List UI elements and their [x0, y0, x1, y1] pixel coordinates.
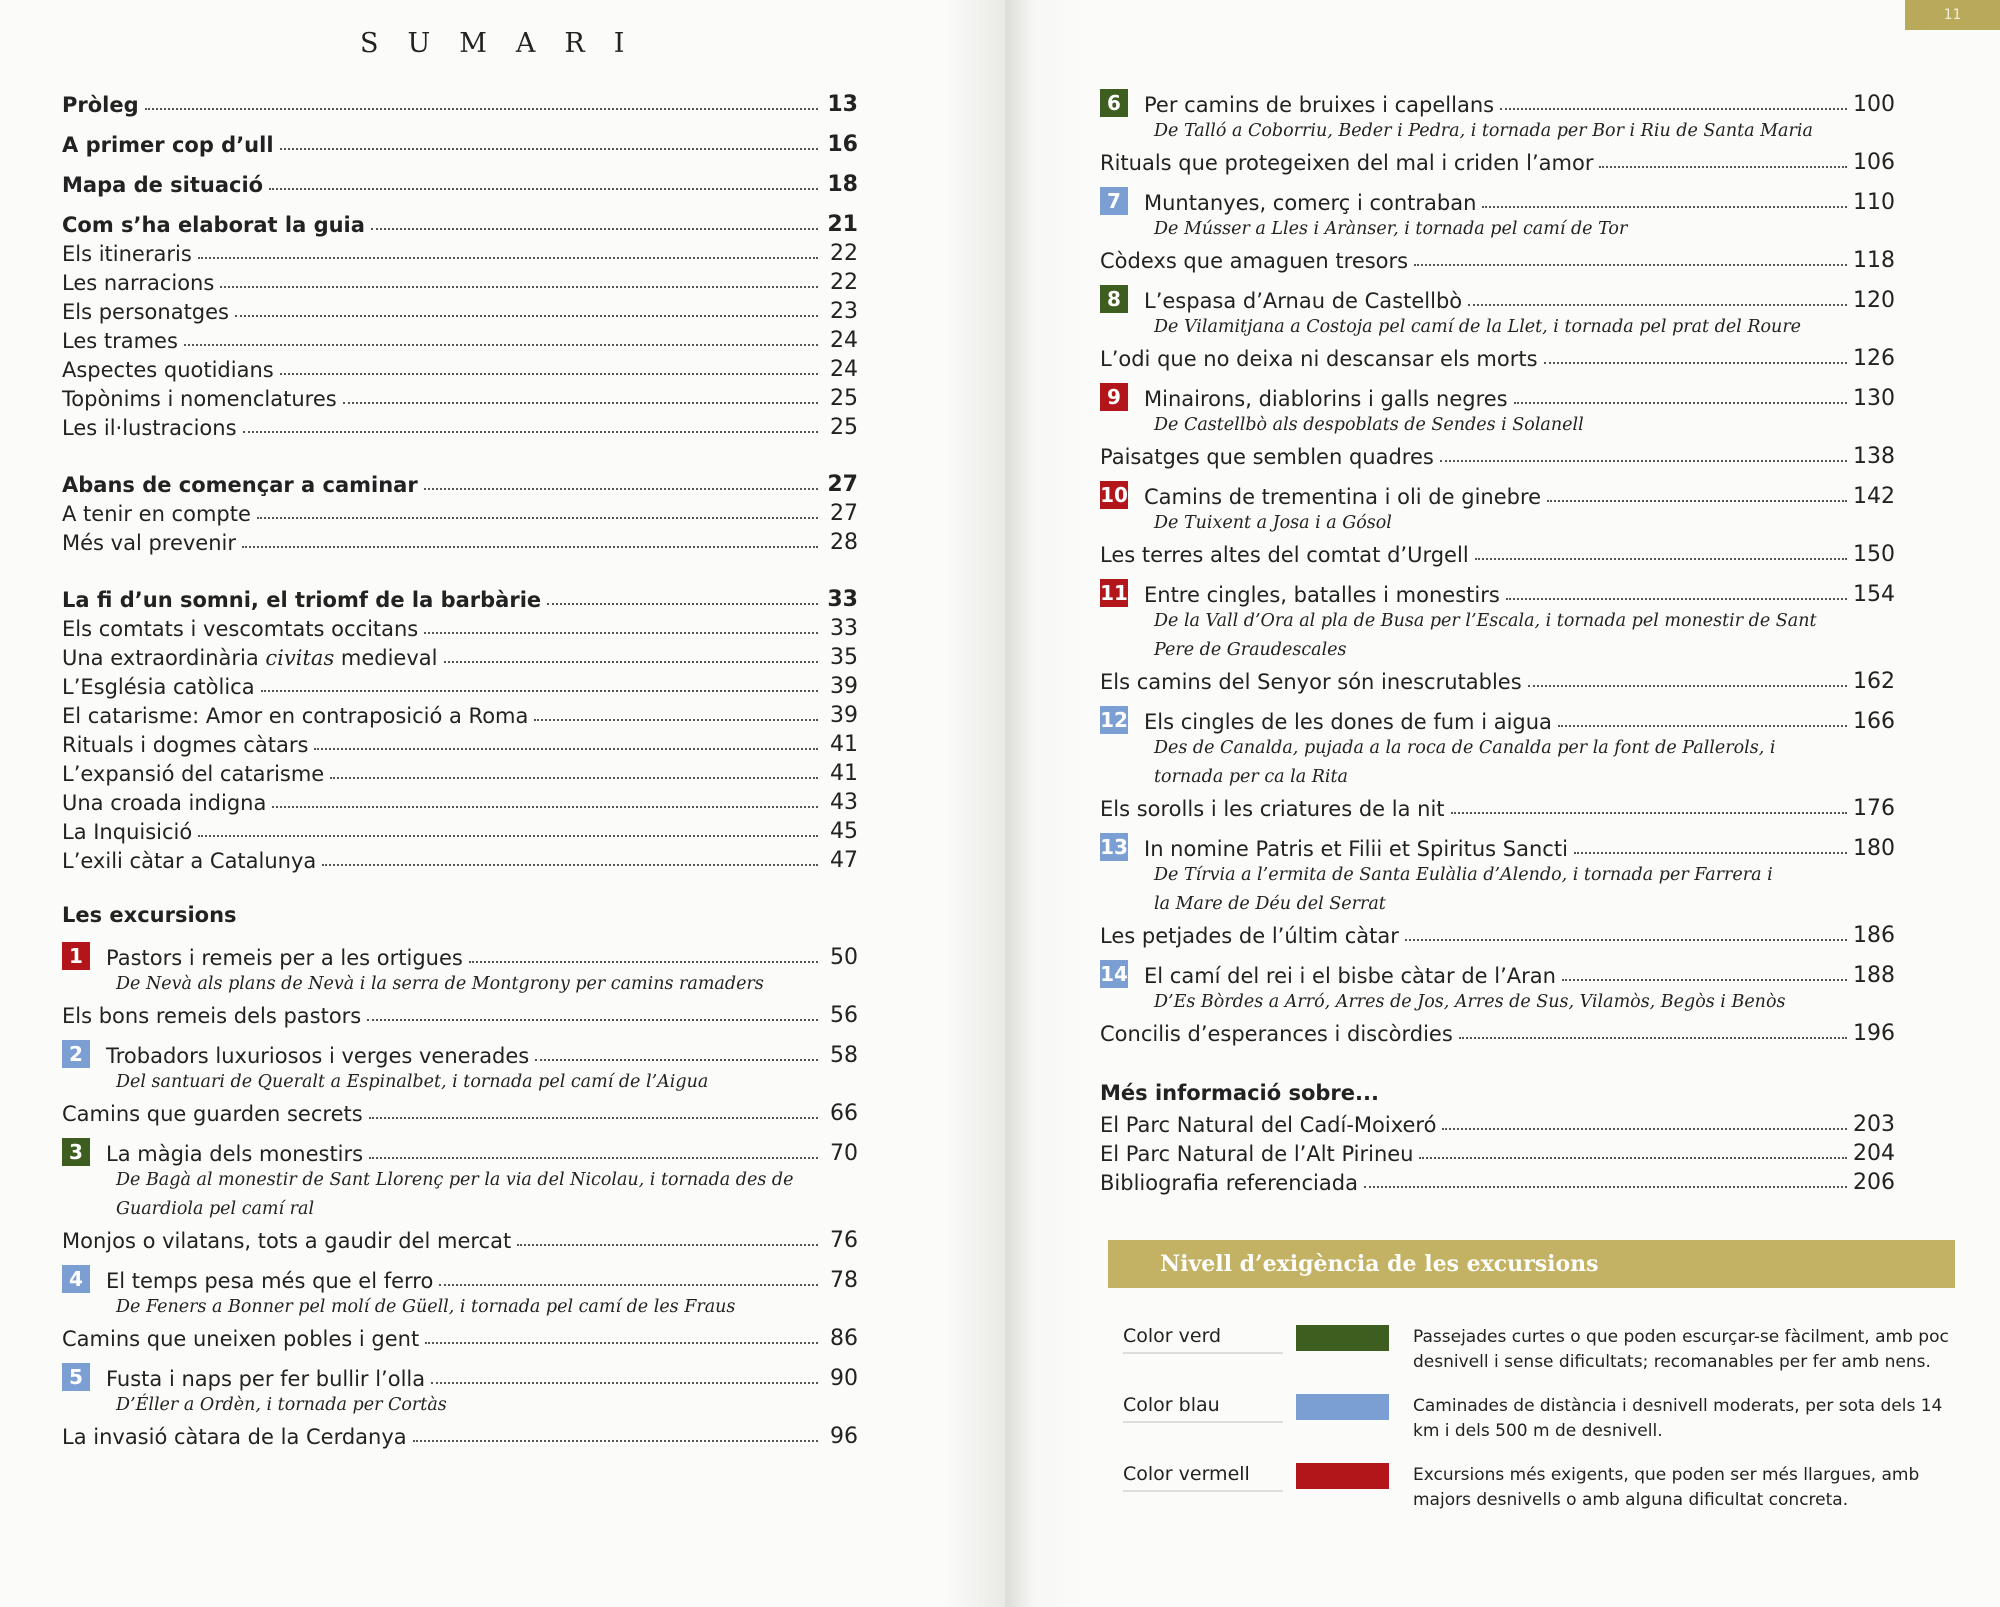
- spacer: [62, 117, 858, 128]
- page-ref: 35: [830, 645, 858, 670]
- entry-label: Els itineraris: [62, 242, 192, 266]
- excursion-entry[interactable]: [62, 941, 858, 970]
- color-swatch: [1296, 1463, 1389, 1489]
- entry-label: El temps pesa més que el ferro: [106, 1269, 434, 1293]
- spacer: [62, 1253, 858, 1264]
- entry-label: Muntanyes, comerç i contraban: [1144, 191, 1477, 215]
- spacer: [1100, 175, 1895, 186]
- page-ref: 27: [830, 501, 858, 526]
- toc-entry[interactable]: [62, 1097, 858, 1126]
- spacer: [1100, 948, 1895, 959]
- page-heading: SUMARI: [360, 28, 654, 59]
- route-description: Guardiola pel camí ral: [116, 1199, 315, 1219]
- entry-label: Concilis d’esperances i discòrdies: [1100, 1022, 1453, 1046]
- dot-leader: [424, 488, 818, 490]
- color-swatch: [1296, 1325, 1389, 1351]
- excursion-entry[interactable]: [1100, 382, 1895, 411]
- difficulty-name: Color verd: [1123, 1325, 1283, 1354]
- dot-leader: [413, 1440, 818, 1442]
- spacer: [62, 873, 858, 901]
- dot-leader: [1468, 304, 1847, 306]
- spacer: [62, 1449, 858, 1460]
- dot-leader: [1440, 460, 1847, 462]
- spacer: [1100, 1057, 1895, 1079]
- excursion-entry[interactable]: [1100, 832, 1895, 861]
- page-ref: 206: [1853, 1170, 1895, 1195]
- difficulty-badge: 1: [62, 942, 90, 970]
- dot-leader: [1475, 558, 1847, 560]
- dot-leader: [1528, 685, 1847, 687]
- excursion-entry[interactable]: [1100, 88, 1895, 117]
- page-ref: 106: [1853, 150, 1895, 175]
- dot-leader: [1574, 852, 1847, 854]
- toc-entry[interactable]: [62, 699, 858, 728]
- dot-leader: [1547, 500, 1847, 502]
- route-description: De Nevà als plans de Nevà i la serra de Montgrony per camins ramaders: [116, 974, 764, 994]
- dot-leader: [535, 1059, 818, 1061]
- page-ref: 204: [1853, 1141, 1895, 1166]
- dot-leader: [369, 1157, 818, 1159]
- entry-label: Topònims i nomenclatures: [62, 387, 337, 411]
- excursion-entry[interactable]: [1100, 186, 1895, 215]
- page-ref: 86: [830, 1326, 858, 1351]
- entry-label: Rituals i dogmes càtars: [62, 733, 309, 757]
- entry-label: Les narracions: [62, 271, 215, 295]
- spacer: [1100, 371, 1895, 382]
- difficulty-row: [1108, 1394, 1955, 1463]
- entry-label: Fusta i naps per fer bullir l’olla: [106, 1367, 426, 1391]
- toc-entry[interactable]: [62, 1322, 858, 1351]
- entry-label: L’odi que no deixa ni descansar els morts: [1100, 347, 1538, 371]
- route-description: Pere de Graudescales: [1154, 640, 1347, 660]
- entry-label: Abans de començar a caminar: [62, 473, 418, 497]
- spacer: [1100, 1046, 1895, 1057]
- entry-label: El catarisme: Amor en contraposició a Roma: [62, 704, 529, 728]
- dot-leader: [1419, 1157, 1847, 1159]
- page-ref: 24: [830, 357, 858, 382]
- difficulty-name: Color blau: [1123, 1394, 1283, 1423]
- toc-entry[interactable]: [62, 208, 858, 237]
- dot-leader: [1599, 166, 1847, 168]
- page-ref: 56: [830, 1003, 858, 1028]
- entry-label: Pròleg: [62, 93, 139, 117]
- spacer: [62, 1028, 858, 1039]
- dot-leader: [242, 546, 818, 548]
- difficulty-description: Excursions més exigents, que poden ser més llargues, amb majors desnivells o amb alguna dificultat concreta.: [1413, 1465, 1920, 1510]
- entry-label: Paisatges que semblen quadres: [1100, 445, 1434, 469]
- entry-label: Una extraordinària civitas medieval: [62, 646, 438, 670]
- route-description: De la Vall d’Ora al pla de Busa per l’Escala, i tornada pel monestir de Sant: [1154, 611, 1817, 631]
- excursion-entry[interactable]: [1100, 284, 1895, 313]
- page-ref: 23: [830, 299, 858, 324]
- entry-label: Trobadors luxuriosos i verges venerades: [106, 1044, 530, 1068]
- page-ref: 78: [830, 1268, 858, 1293]
- difficulty-badge: 5: [62, 1363, 90, 1391]
- dot-leader: [314, 748, 818, 750]
- excursion-entry[interactable]: [62, 1362, 858, 1391]
- page-ref: 150: [1853, 542, 1895, 567]
- route-description: De Talló a Coborriu, Beder i Pedra, i tornada per Bor i Riu de Santa Maria: [1154, 121, 1813, 141]
- entry-label: Entre cingles, batalles i monestirs: [1144, 583, 1500, 607]
- toc-entry[interactable]: [62, 612, 858, 641]
- difficulty-badge: 8: [1100, 285, 1128, 313]
- difficulty-description: Passejades curtes o que poden escurçar-se fàcilment, amb poc desnivell i sense dificultats; recomanables per fer amb nens.: [1413, 1327, 1949, 1372]
- page-ref: 41: [830, 732, 858, 757]
- dot-leader: [280, 148, 818, 150]
- dot-leader: [184, 344, 818, 346]
- page-ref: 176: [1853, 796, 1895, 821]
- toc-entry[interactable]: [62, 786, 858, 815]
- spacer: [62, 157, 858, 168]
- entry-label: El Parc Natural del Cadí-Moixeró: [1100, 1113, 1437, 1137]
- toc-entry[interactable]: [1100, 342, 1895, 371]
- entry-label: Els camins del Senyor són inescrutables: [1100, 670, 1522, 694]
- dot-leader: [431, 1382, 818, 1384]
- spacer: [62, 930, 858, 941]
- dot-leader: [1459, 1037, 1847, 1039]
- excursion-entry[interactable]: [1100, 705, 1895, 734]
- route-description: la Mare de Déu del Serrat: [1154, 894, 1386, 914]
- page-ref: 25: [830, 386, 858, 411]
- route-description: De Tuixent a Josa i a Gósol: [1154, 513, 1392, 533]
- section-title: Les excursions: [62, 903, 237, 927]
- route-description: De Tírvia a l’ermita de Santa Eulàlia d’Alendo, i tornada per Farrera i: [1154, 865, 1773, 885]
- dot-leader: [243, 431, 818, 433]
- page-ref: 188: [1853, 963, 1895, 988]
- spacer: [1100, 821, 1895, 832]
- dot-leader: [1414, 264, 1847, 266]
- toc-entry[interactable]: [62, 266, 858, 295]
- entry-label: Per camins de bruixes i capellans: [1144, 93, 1495, 117]
- excursion-entry[interactable]: [1100, 578, 1895, 607]
- toc-entry[interactable]: [62, 526, 858, 555]
- entry-label: Com s’ha elaborat la guia: [62, 213, 365, 237]
- page-ref: 90: [830, 1366, 858, 1391]
- dot-leader: [517, 1244, 818, 1246]
- toc-entry[interactable]: [1100, 919, 1895, 948]
- color-swatch: [1296, 1394, 1389, 1420]
- dot-leader: [1500, 108, 1847, 110]
- dot-leader: [369, 1117, 818, 1119]
- page-ref: 70: [830, 1141, 858, 1166]
- page-ref: 27: [827, 472, 858, 497]
- entry-label: In nomine Patris et Filii et Spiritus Sancti: [1144, 837, 1568, 861]
- entry-label: Rituals que protegeixen del mal i criden l’amor: [1100, 151, 1594, 175]
- toc-entry[interactable]: [62, 815, 858, 844]
- route-description: De Bagà al monestir de Sant Llorenç per la via del Nicolau, i tornada des de: [116, 1170, 794, 1190]
- dot-leader: [1562, 979, 1847, 981]
- dot-leader: [1451, 812, 1847, 814]
- difficulty-legend: [1108, 1240, 1955, 1532]
- spacer: [62, 1351, 858, 1362]
- spacer: [1100, 567, 1895, 578]
- dot-leader: [145, 108, 818, 110]
- dot-leader: [269, 188, 818, 190]
- dot-leader: [1506, 598, 1847, 600]
- dot-leader: [220, 286, 818, 288]
- dot-leader: [235, 315, 818, 317]
- page-ref: 16: [827, 132, 858, 157]
- toc-left: [62, 88, 858, 1460]
- dot-leader: [261, 690, 818, 692]
- page-ref: 130: [1853, 386, 1895, 411]
- toc-entry[interactable]: [62, 353, 858, 382]
- dot-leader: [1514, 402, 1847, 404]
- excursion-entry[interactable]: [62, 1039, 858, 1068]
- toc-right: [1100, 88, 1895, 1195]
- page-ref: 39: [830, 703, 858, 728]
- difficulty-badge: 14: [1100, 962, 1128, 986]
- difficulty-badge: 4: [62, 1265, 90, 1293]
- excursion-entry[interactable]: [1100, 480, 1895, 509]
- entry-label: Les petjades de l’últim càtar: [1100, 924, 1399, 948]
- dot-leader: [469, 961, 818, 963]
- entry-label: Les trames: [62, 329, 178, 353]
- toc-entry[interactable]: [62, 128, 858, 157]
- toc-entry[interactable]: [62, 168, 858, 197]
- page-ref: 166: [1853, 709, 1895, 734]
- dot-leader: [1544, 362, 1847, 364]
- toc-entry[interactable]: [62, 237, 858, 266]
- entry-label: Els cingles de les dones de fum i aigua: [1144, 710, 1552, 734]
- page-ref: 33: [827, 587, 858, 612]
- page-ref: 47: [830, 848, 858, 873]
- entry-label: L’expansió del catarisme: [62, 762, 325, 786]
- route-description: De Castellbò als despoblats de Sendes i Solanell: [1154, 415, 1584, 435]
- toc-entry[interactable]: [62, 324, 858, 353]
- entry-label: La Inquisició: [62, 820, 193, 844]
- entry-label: Els comtats i vescomtats occitans: [62, 617, 419, 641]
- entry-label: Aspectes quotidians: [62, 358, 274, 382]
- page-ref: 45: [830, 819, 858, 844]
- page-ref: 118: [1853, 248, 1895, 273]
- page-ref: 41: [830, 761, 858, 786]
- page-ref: 21: [827, 212, 858, 237]
- difficulty-badge: 11: [1100, 581, 1128, 605]
- page-ref: 39: [830, 674, 858, 699]
- page-ref: 22: [830, 270, 858, 295]
- entry-label: Pastors i remeis per a les ortigues: [106, 946, 463, 970]
- page-ref: 76: [830, 1228, 858, 1253]
- entry-label: Camins que guarden secrets: [62, 1102, 363, 1126]
- spacer: [62, 440, 858, 468]
- entry-label: Els bons remeis dels pastors: [62, 1004, 362, 1028]
- page-ref: 28: [830, 530, 858, 555]
- page-ref: 50: [830, 945, 858, 970]
- route-description: De Músser a Lles i Arànser, i tornada pel camí de Tor: [1154, 219, 1628, 239]
- entry-label: L’espasa d’Arnau de Castellbò: [1144, 289, 1463, 313]
- difficulty-description: Caminades de distància i desnivell moderats, per sota dels 14 km i dels 500 m de desnivell.: [1413, 1396, 1943, 1441]
- excursion-entry[interactable]: [62, 1137, 858, 1166]
- toc-entry[interactable]: [62, 844, 858, 873]
- page-ref: 196: [1853, 1021, 1895, 1046]
- page-ref: 25: [830, 415, 858, 440]
- toc-entry[interactable]: [62, 1420, 858, 1449]
- route-description: D’Es Bòrdes a Arró, Arres de Jos, Arres de Sus, Vilamòs, Begòs i Benòs: [1154, 992, 1786, 1012]
- toc-entry[interactable]: [62, 583, 858, 612]
- page-ref: 43: [830, 790, 858, 815]
- difficulty-badge: 9: [1100, 383, 1128, 411]
- entry-label: A tenir en compte: [62, 502, 251, 526]
- difficulty-badge: 6: [1100, 89, 1128, 117]
- page-ref: 100: [1853, 92, 1895, 117]
- route-description: tornada per ca la Rita: [1154, 767, 1348, 787]
- difficulty-badge: 13: [1100, 835, 1128, 859]
- page-ref: 142: [1853, 484, 1895, 509]
- page-ref: 22: [830, 241, 858, 266]
- dot-leader: [1442, 1128, 1847, 1130]
- entry-label: Una croada indigna: [62, 791, 267, 815]
- page-number: 11: [1905, 0, 2000, 30]
- entry-label: A primer cop d’ull: [62, 133, 274, 157]
- dot-leader: [371, 228, 818, 230]
- difficulty-badge: 3: [62, 1138, 90, 1166]
- toc-entry[interactable]: [62, 88, 858, 117]
- excursion-entry[interactable]: [1100, 959, 1895, 988]
- entry-label: Més val prevenir: [62, 531, 237, 555]
- route-description: De Feners a Bonner pel molí de Güell, i tornada pel camí de les Fraus: [116, 1297, 736, 1317]
- entry-label: El Parc Natural de l’Alt Pirineu: [1100, 1142, 1414, 1166]
- difficulty-badge: 10: [1100, 483, 1128, 507]
- toc-entry[interactable]: [1100, 440, 1895, 469]
- toc-entry[interactable]: [62, 757, 858, 786]
- spacer: [62, 1126, 858, 1137]
- page-ref: 33: [830, 616, 858, 641]
- dot-leader: [322, 864, 818, 866]
- page-ref: 96: [830, 1424, 858, 1449]
- route-description: D’Éller a Ordèn, i tornada per Cortàs: [116, 1395, 447, 1415]
- entry-label: Monjos o vilatans, tots a gaudir del mercat: [62, 1229, 512, 1253]
- entry-label: Els personatges: [62, 300, 229, 324]
- toc-entry[interactable]: [62, 728, 858, 757]
- entry-label: La invasió càtara de la Cerdanya: [62, 1425, 407, 1449]
- difficulty-row: [1108, 1325, 1955, 1394]
- dot-leader: [257, 517, 818, 519]
- toc-entry[interactable]: [62, 670, 858, 699]
- entry-label: L’exili càtar a Catalunya: [62, 849, 317, 873]
- entry-label: Camins que uneixen pobles i gent: [62, 1327, 420, 1351]
- page-ref: 24: [830, 328, 858, 353]
- dot-leader: [1364, 1186, 1847, 1188]
- toc-entry[interactable]: [1100, 1108, 1895, 1137]
- toc-entry[interactable]: [62, 641, 858, 670]
- toc-entry[interactable]: [1100, 792, 1895, 821]
- dot-leader: [425, 1342, 818, 1344]
- difficulty-row: [1108, 1463, 1955, 1532]
- entry-label: Mapa de situació: [62, 173, 264, 197]
- entry-label: Les il·lustracions: [62, 416, 237, 440]
- difficulty-badge: 7: [1100, 187, 1128, 215]
- page-ref: 203: [1853, 1112, 1895, 1137]
- toc-entry[interactable]: [62, 497, 858, 526]
- toc-entry[interactable]: [1100, 538, 1895, 567]
- page-ref: 18: [827, 172, 858, 197]
- spacer: [62, 197, 858, 208]
- toc-entry[interactable]: [62, 411, 858, 440]
- entry-label: Les terres altes del comtat d’Urgell: [1100, 543, 1469, 567]
- dot-leader: [547, 603, 818, 605]
- page-ref: 186: [1853, 923, 1895, 948]
- dot-leader: [330, 777, 818, 779]
- dot-leader: [439, 1284, 818, 1286]
- dot-leader: [280, 373, 818, 375]
- dot-leader: [272, 806, 818, 808]
- toc-entry[interactable]: [62, 999, 858, 1028]
- spacer: [62, 555, 858, 583]
- toc-entry[interactable]: [62, 1224, 858, 1253]
- dot-leader: [1482, 206, 1847, 208]
- route-description: Des de Canalda, pujada a la roca de Canalda per la font de Pallerols, i: [1154, 738, 1776, 758]
- dot-leader: [367, 1019, 818, 1021]
- page-ref: 154: [1853, 582, 1895, 607]
- page-ref: 162: [1853, 669, 1895, 694]
- toc-entry[interactable]: [1100, 1017, 1895, 1046]
- entry-label: El camí del rei i el bisbe càtar de l’Aran: [1144, 964, 1556, 988]
- entry-label: La fi d’un somni, el triomf de la barbàrie: [62, 588, 542, 612]
- page-ref: 58: [830, 1043, 858, 1068]
- page-ref: 66: [830, 1101, 858, 1126]
- page-ref: 138: [1853, 444, 1895, 469]
- spacer: [1100, 273, 1895, 284]
- toc-entry[interactable]: [62, 468, 858, 497]
- toc-entry[interactable]: [1100, 1166, 1895, 1195]
- dot-leader: [424, 632, 818, 634]
- page-ref: 13: [827, 92, 858, 117]
- entry-label: Bibliografia referenciada: [1100, 1171, 1358, 1195]
- toc-entry[interactable]: [62, 382, 858, 411]
- dot-leader: [534, 719, 818, 721]
- dot-leader: [198, 257, 818, 259]
- spacer: [1100, 469, 1895, 480]
- dot-leader: [1558, 725, 1847, 727]
- entry-label: Camins de trementina i oli de ginebre: [1144, 485, 1542, 509]
- excursion-entry[interactable]: [62, 1264, 858, 1293]
- toc-entry[interactable]: [1100, 146, 1895, 175]
- difficulty-badge: 2: [62, 1040, 90, 1068]
- page-ref: 126: [1853, 346, 1895, 371]
- difficulty-title: Nivell d’exigència de les excursions: [1108, 1240, 1955, 1288]
- toc-entry[interactable]: [62, 295, 858, 324]
- page-ref: 120: [1853, 288, 1895, 313]
- dot-leader: [343, 402, 818, 404]
- more-info-title: Més informació sobre...: [1100, 1081, 1379, 1105]
- page-ref: 180: [1853, 836, 1895, 861]
- route-description: Del santuari de Queralt a Espinalbet, i tornada pel camí de l’Aigua: [116, 1072, 709, 1092]
- difficulty-name: Color vermell: [1123, 1463, 1283, 1492]
- toc-entry[interactable]: [1100, 665, 1895, 694]
- entry-label: Els sorolls i les criatures de la nit: [1100, 797, 1445, 821]
- difficulty-badge: 12: [1100, 708, 1128, 732]
- toc-entry[interactable]: [1100, 244, 1895, 273]
- dot-leader: [198, 835, 818, 837]
- toc-entry[interactable]: [1100, 1137, 1895, 1166]
- entry-label: La màgia dels monestirs: [106, 1142, 364, 1166]
- route-description: De Vilamitjana a Costoja pel camí de la Llet, i tornada pel prat del Roure: [1154, 317, 1802, 337]
- page-ref: 110: [1853, 190, 1895, 215]
- entry-label: Minairons, diablorins i galls negres: [1144, 387, 1508, 411]
- dot-leader: [1405, 939, 1847, 941]
- spacer: [1100, 694, 1895, 705]
- entry-label: L’Església catòlica: [62, 675, 255, 699]
- dot-leader: [444, 661, 819, 663]
- entry-label: Còdexs que amaguen tresors: [1100, 249, 1409, 273]
